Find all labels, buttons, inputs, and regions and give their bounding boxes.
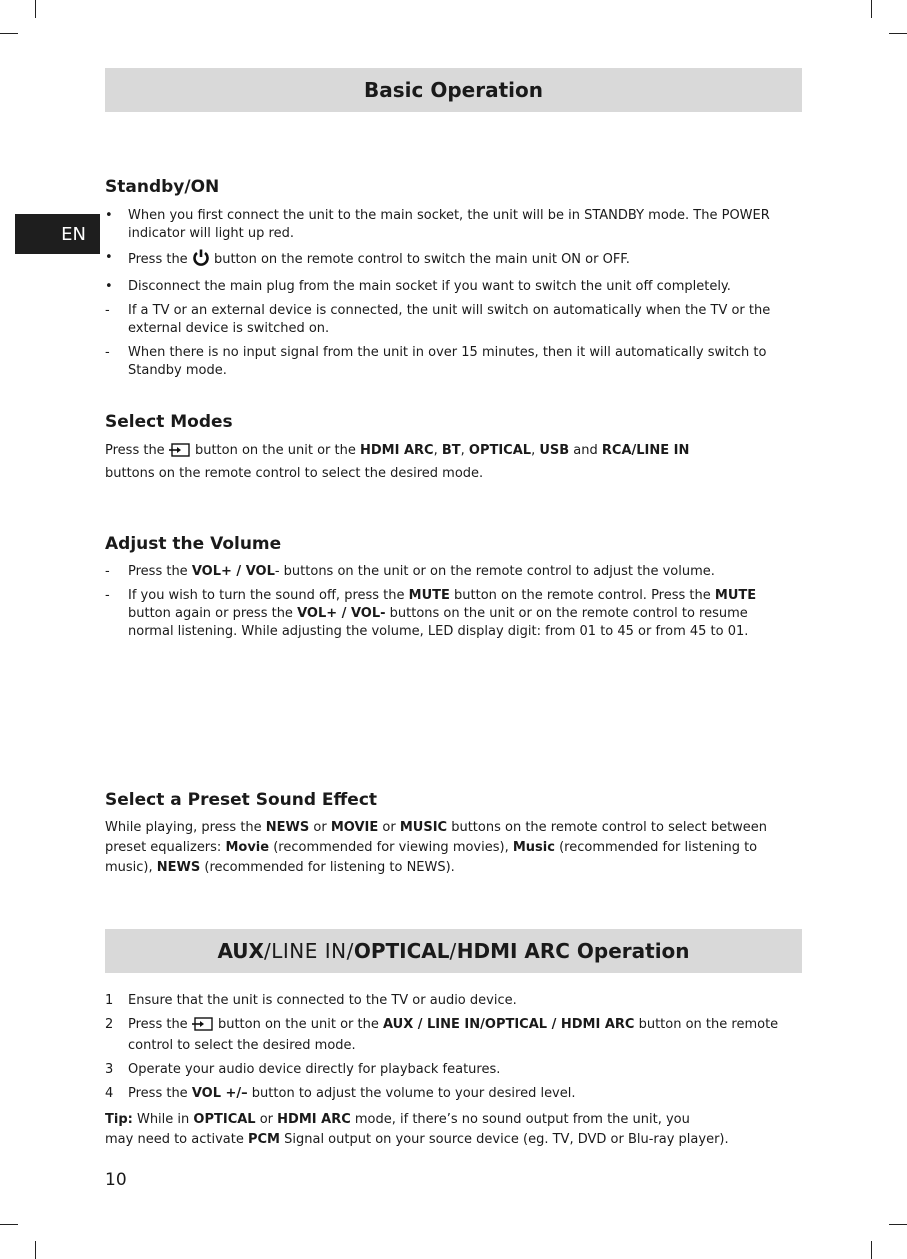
page-number: 10 (105, 1170, 127, 1190)
banner-part: / (263, 939, 272, 963)
item-text: When there is no input signal from the unit in over 15 minutes, then it will automatically switch to Standby mode. (128, 345, 767, 378)
bullet: - (105, 588, 110, 603)
text: button again or press the (128, 606, 298, 621)
volume-list (105, 563, 795, 647)
list-item (105, 249, 795, 272)
text: , (433, 443, 442, 458)
text: (recommended for viewing movies), (269, 840, 513, 855)
input-source-icon (192, 1017, 214, 1037)
bullet: • (105, 279, 113, 294)
text: (recommended for listening to music), (105, 840, 758, 875)
banner-part: LINE IN (271, 939, 347, 963)
preset-paragraph (105, 818, 795, 878)
list-item (105, 563, 795, 581)
text: or (378, 820, 400, 835)
list-item (105, 1085, 795, 1103)
text: button on the unit or the (190, 443, 360, 458)
step-number: 3 (105, 1062, 114, 1077)
text: If you wish to turn the sound off, press the (128, 588, 409, 603)
key-movie: Movie (225, 840, 270, 855)
language-label: EN (61, 223, 86, 245)
text: and (569, 443, 602, 458)
bullet: - (105, 345, 110, 360)
text: buttons on the remote control to select the desired mode. (105, 466, 484, 481)
text: Press the (128, 1086, 192, 1101)
item-text: button on the remote control to switch the main unit ON or OFF. (209, 252, 630, 267)
section-banner-aux-operation (105, 929, 802, 973)
list-item (105, 1061, 795, 1079)
step-number: 1 (105, 993, 114, 1008)
list-item (105, 587, 795, 641)
key-pcm: PCM (247, 1132, 280, 1147)
section-banner-basic-operation (105, 68, 802, 112)
list-item (105, 302, 795, 338)
text: or (255, 1112, 278, 1127)
key-mute: MUTE (408, 588, 450, 603)
step-number: 4 (105, 1086, 114, 1101)
bullet: • (105, 250, 113, 265)
key-vol: VOL +/– (191, 1086, 248, 1101)
list-item (105, 992, 795, 1010)
text: or (309, 820, 331, 835)
banner-title: Basic Operation (364, 78, 543, 102)
key-music: Music (512, 840, 555, 855)
text: button to adjust the volume to your desired level. (247, 1086, 576, 1101)
item-text: When you first connect the unit to the main socket, the unit will be in STANDBY mode. The POWER indicator will light up red. (128, 208, 770, 241)
crop-mark (889, 33, 907, 34)
text: button on the unit or the (213, 1017, 383, 1032)
key-hdmi-arc: HDMI ARC (277, 1112, 351, 1127)
list-item (105, 1016, 795, 1055)
language-tab (15, 214, 100, 254)
key-optical: OPTICAL (193, 1112, 256, 1127)
heading-standby: Standby/ON (105, 177, 220, 197)
key-usb: USB (539, 443, 570, 458)
key-movie: MOVIE (330, 820, 379, 835)
step-number: 2 (105, 1017, 114, 1032)
text: While adjusting the volume, LED display digit: from 01 to 45 or from 45 to 01. (241, 624, 749, 639)
text: Operate your audio device directly for playback features. (128, 1062, 501, 1077)
aux-steps (105, 992, 795, 1109)
text: buttons on the unit or on the remote control to resume normal listening. (128, 606, 748, 639)
item-text: If a TV or an external device is connected, the unit will switch on automatically when the TV or the external device is switched on. (128, 303, 771, 336)
list-item (105, 344, 795, 380)
heading-adjust-volume: Adjust the Volume (105, 534, 282, 554)
banner-part: OPTICAL (353, 939, 450, 963)
banner-part: AUX (217, 939, 264, 963)
text: buttons on the remote control to select between preset equalizers: (105, 820, 768, 855)
tip-label: Tip: (105, 1112, 133, 1127)
text: Ensure that the unit is connected to the TV or audio device. (128, 993, 517, 1008)
text: , (531, 443, 540, 458)
key-rca-line-in: RCA/LINE IN (601, 443, 690, 458)
key-news: NEWS (265, 820, 310, 835)
key-vol: VOL+ / VOL- (297, 606, 386, 621)
key-vol: VOL+ / VOL (191, 564, 275, 579)
crop-mark (871, 0, 872, 18)
bullet: • (105, 208, 113, 223)
text: Press the (128, 1017, 192, 1032)
heading-select-modes: Select Modes (105, 412, 233, 432)
banner-part: / (449, 939, 457, 963)
bullet: - (105, 303, 110, 318)
text: may need to activate (105, 1132, 248, 1147)
key-aux-line-in-optical-hdmi: AUX / LINE IN/OPTICAL / HDMI ARC (382, 1017, 635, 1032)
heading-preset-sound: Select a Preset Sound Effect (105, 790, 378, 810)
item-text: Press the (128, 252, 192, 267)
text: While in (132, 1112, 194, 1127)
text: button on the remote control to select the desired mode. (128, 1017, 779, 1053)
text: Signal output on your source device (eg. TV, DVD or Blu-ray player). (279, 1132, 729, 1147)
crop-mark (889, 1224, 907, 1225)
text: Press the (105, 443, 169, 458)
key-hdmi-arc: HDMI ARC (359, 443, 434, 458)
crop-mark (871, 1241, 872, 1259)
key-optical: OPTICAL (468, 443, 532, 458)
key-bt: BT (441, 443, 461, 458)
text: mode, if there’s no sound output from the unit, you (350, 1112, 690, 1127)
input-source-icon (169, 443, 191, 464)
tip-paragraph (105, 1110, 795, 1150)
key-music: MUSIC (399, 820, 448, 835)
key-mute: MUTE (714, 588, 757, 603)
list-item (105, 207, 795, 243)
bullet: - (105, 564, 110, 579)
banner-part: / (346, 939, 354, 963)
text: - buttons on the unit or on the remote control to adjust the volume. (274, 564, 715, 579)
list-item (105, 278, 795, 296)
text: Press the (128, 564, 192, 579)
crop-mark (0, 1224, 18, 1225)
text: (recommended for listening to NEWS). (200, 860, 455, 875)
crop-mark (35, 0, 36, 18)
power-icon (192, 249, 210, 272)
key-news: NEWS (156, 860, 201, 875)
text: While playing, press the (105, 820, 266, 835)
crop-mark (0, 33, 18, 34)
text: button on the remote control. Press the (449, 588, 715, 603)
crop-mark (35, 1241, 36, 1259)
standby-list (105, 207, 795, 386)
item-text: Disconnect the main plug from the main socket if you want to switch the unit off completely. (128, 279, 731, 294)
banner-part: HDMI ARC Operation (456, 939, 690, 963)
text: , (460, 443, 469, 458)
modes-paragraph (105, 441, 795, 484)
